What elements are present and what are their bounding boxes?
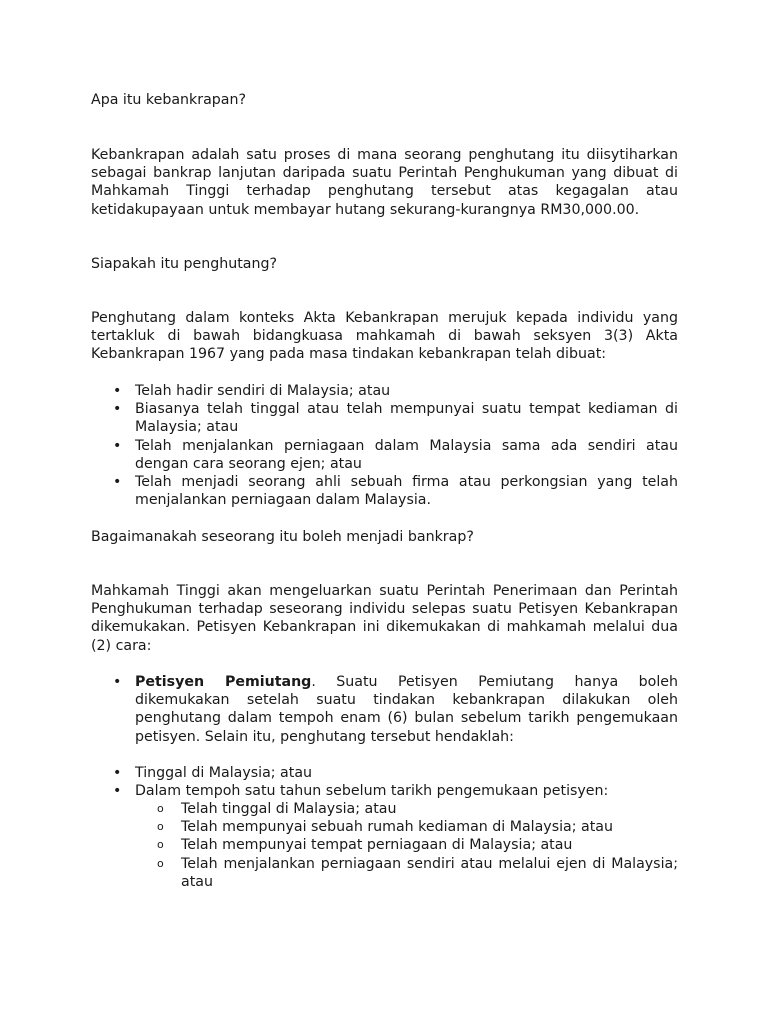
- list-item: • Telah menjalankan perniagaan dalam Malaysia sama ada sendiri atau dengan cara seorang ejen; atau: [113, 437, 678, 472]
- heading-bagaimanakah-bankrap: Bagaimanakah seseorang itu boleh menjadi bankrap?: [91, 529, 474, 545]
- heading-apa-itu-kebankrapan: Apa itu kebankrapan?: [91, 92, 247, 108]
- circle-bullet-icon: o: [157, 802, 164, 815]
- list-item: o Telah mempunyai sebuah rumah kediaman di Malaysia; atau: [157, 819, 613, 836]
- heading-siapakah-penghutang: Siapakah itu penghutang?: [91, 256, 278, 272]
- bullet-icon: •: [113, 765, 122, 781]
- bullet-icon: •: [113, 401, 122, 418]
- paragraph-penghutang-definition: Penghutang dalam konteks Akta Kebankrapan merujuk kepada individu yang tertakluk di bawah bidangkuasa mahkamah di bawah seksyen 3(3) Akta Kebankrapan 1967 yang pada masa tindakan kebankrapan telah dibuat:: [91, 310, 678, 363]
- bullet-icon: •: [113, 474, 122, 491]
- list-item: • Telah menjadi seorang ahli sebuah firma atau perkongsian yang telah menjalankan perniagaan dalam Malaysia.: [113, 474, 678, 509]
- list-item: • Dalam tempoh satu tahun sebelum tarikh pengemukaan petisyen:: [113, 783, 609, 800]
- list-item: • Telah hadir sendiri di Malaysia; atau: [113, 383, 391, 399]
- list-item: o Telah menjalankan perniagaan sendiri atau melalui ejen di Malaysia; atau: [157, 855, 678, 890]
- circle-bullet-icon: o: [157, 856, 164, 870]
- bullet-icon: •: [113, 437, 122, 454]
- list-item: • Tinggal di Malaysia; atau: [113, 765, 313, 781]
- paragraph-bankrap-process: Mahkamah Tinggi akan mengeluarkan suatu Perintah Penerimaan dan Perintah Penghukuman terhadap seseorang individu selepas suatu Petisyen Kebankrapan dikemukakan. Petisyen Kebankrapan ini dikemukakan di mahkamah melalui dua (2) cara:: [91, 583, 678, 654]
- bullet-icon: •: [113, 783, 122, 800]
- list-petition-types: [91, 673, 678, 746]
- list-debtor-conditions: [91, 764, 678, 800]
- list-item: • Petisyen Pemiutang. Suatu Petisyen Pemiutang hanya boleh dikemukakan setelah suatu tindakan kebankrapan dilakukan oleh penghutang dalam tempoh enam (6) bulan sebelum tarikh pengemukaan petisyen. Selain itu, penghutang tersebut hendaklah:: [113, 674, 679, 745]
- list-item: o Telah mempunyai tempat perniagaan di Malaysia; atau: [157, 837, 573, 854]
- list-item: • Biasanya telah tinggal atau telah mempunyai suatu tempat kediaman di Malaysia; atau: [113, 401, 678, 436]
- list-debtor-sub-conditions: [91, 800, 678, 891]
- bullet-icon: •: [113, 383, 122, 399]
- list-penghutang-criteria: [91, 382, 678, 509]
- paragraph-kebankrapan-definition: Kebankrapan adalah satu proses di mana seorang penghutang itu diisytiharkan sebagai bankrap lanjutan daripada suatu Perintah Penghukuman yang dibuat di Mahkamah Tinggi terhadap penghutang tersebut atas kegagalan atau ketidakupayaan untuk membayar hutang sekurang-kurangnya RM30,000.00.: [91, 147, 678, 218]
- circle-bullet-icon: o: [157, 820, 164, 834]
- petition-pemiutang-label: Petisyen Pemiutang: [135, 674, 312, 690]
- list-item: o Telah tinggal di Malaysia; atau: [157, 801, 397, 817]
- bullet-icon: •: [113, 674, 122, 690]
- circle-bullet-icon: o: [157, 838, 164, 852]
